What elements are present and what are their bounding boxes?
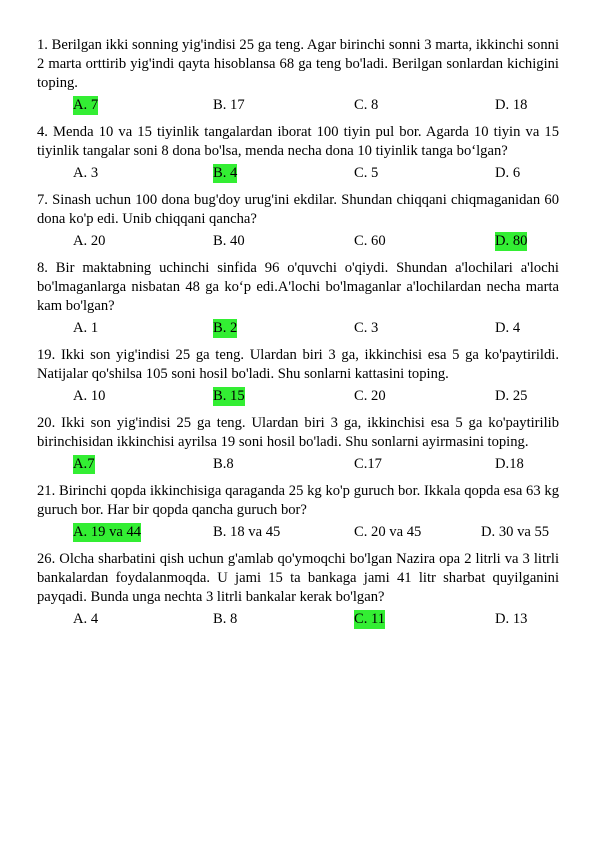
answer-options bbox=[37, 523, 559, 542]
question-text: 26. Olcha sharbatini qish uchun g'amlab qo'ymoqchi bo'lgan Nazira opa 2 litrli va 3 litrli bankalardan foydalanmoqda. U jami 15 ta bankaga jami 41 litr sharbat quyilganini payqadi. Bunda unga nechta 3 litrli bankalar kerak bo'lgan? bbox=[37, 551, 559, 605]
answer-options bbox=[37, 455, 559, 474]
option-d: D. 4 bbox=[495, 320, 521, 336]
question-19 bbox=[37, 346, 559, 406]
option-d: D.18 bbox=[495, 456, 524, 472]
question-text: 8. Bir maktabning uchinchi sinfida 96 o'quvchi o'qiydi. Shundan a'lochilari a'lochi bo'lmaganlarga nisbatan 48 ga ko‘p edi.A'lochi bo'lmaganlar a'lochilardan necha marta kam bo'lgan? bbox=[37, 260, 559, 314]
question-8 bbox=[37, 259, 559, 338]
answer-options bbox=[37, 96, 559, 115]
answer-options bbox=[37, 232, 559, 251]
option-b-correct: B. 4 bbox=[213, 165, 238, 181]
option-a-correct: A.7 bbox=[73, 456, 95, 472]
option-c: C. 3 bbox=[354, 320, 379, 336]
option-b: B. 18 va 45 bbox=[213, 524, 281, 540]
question-text: 7. Sinash uchun 100 dona bug'doy urug'ini ekdilar. Shundan chiqqani chiqmaganidan 60 dona ko'p edi. Unib chiqqani qancha? bbox=[37, 192, 559, 227]
question-text: 20. Ikki son yig'indisi 25 ga teng. Ulardan biri 3 ga, ikkinchisi esa 5 ga ko'paytirilib birinchisidan ikkinchisi ayrilsa 19 soni hosil bo'ladi. Shu sonlarni ayirmasini toping. bbox=[37, 415, 559, 450]
question-21 bbox=[37, 482, 559, 542]
option-b: B. 40 bbox=[213, 233, 245, 249]
answer-options bbox=[37, 319, 559, 338]
option-d: D. 18 bbox=[495, 97, 528, 113]
question-text: 1. Berilgan ikki sonning yig'indisi 25 ga teng. Agar birinchi sonni 3 marta, ikkinchi sonni 2 marta orttirib yig'indi qayta hisoblansa 68 ga teng bo'ladi. Berilgan sonlardan kichigini toping. bbox=[37, 37, 559, 91]
option-d: D. 6 bbox=[495, 165, 521, 181]
option-d: D. 25 bbox=[495, 388, 528, 404]
option-b: B. 17 bbox=[213, 97, 245, 113]
option-b-correct: B. 15 bbox=[213, 388, 245, 404]
question-26 bbox=[37, 550, 559, 629]
question-text: 19. Ikki son yig'indisi 25 ga teng. Ulardan biri 3 ga, ikkinchisi esa 5 ga ko'paytirildi. Natijalar qo'shilsa 105 soni hosil bo'ladi. Shu sonlarni kattasini toping. bbox=[37, 347, 559, 382]
option-a: A. 10 bbox=[73, 388, 106, 404]
option-a: A. 4 bbox=[73, 611, 99, 627]
option-c: C. 20 bbox=[354, 388, 386, 404]
option-d: D. 30 va 55 bbox=[481, 524, 550, 540]
option-a-correct: A. 19 va 44 bbox=[73, 524, 142, 540]
option-b-correct: B. 2 bbox=[213, 320, 238, 336]
option-d: D. 13 bbox=[495, 611, 528, 627]
answer-options bbox=[37, 610, 559, 629]
question-7 bbox=[37, 191, 559, 251]
option-c: C.17 bbox=[354, 456, 382, 472]
question-1 bbox=[37, 36, 559, 115]
question-4 bbox=[37, 123, 559, 183]
question-20 bbox=[37, 414, 559, 474]
question-text: 4. Menda 10 va 15 tiyinlik tangalardan iborat 100 tiyin pul bor. Agarda 10 tiyin va 15 tiyinlik tangalar soni 8 dona bo'lsa, menda necha dona 10 tiyinlik tanga bo‘lgan? bbox=[37, 124, 559, 159]
option-b: B. 8 bbox=[213, 611, 238, 627]
option-c: C. 20 va 45 bbox=[354, 524, 422, 540]
option-a-correct: A. 7 bbox=[73, 97, 99, 113]
option-c: C. 5 bbox=[354, 165, 379, 181]
option-b: B.8 bbox=[213, 456, 234, 472]
option-c: C. 60 bbox=[354, 233, 386, 249]
option-c: C. 8 bbox=[354, 97, 379, 113]
option-a: A. 3 bbox=[73, 165, 99, 181]
answer-options bbox=[37, 164, 559, 183]
option-a: A. 1 bbox=[73, 320, 99, 336]
option-d-correct: D. 80 bbox=[495, 233, 528, 249]
answer-options bbox=[37, 387, 559, 406]
option-c-correct: C. 11 bbox=[354, 611, 386, 627]
option-a: A. 20 bbox=[73, 233, 106, 249]
question-text: 21. Birinchi qopda ikkinchisiga qaraganda 25 kg ko'p guruch bor. Ikkala qopda esa 63 kg guruch bor. Har bir qopda qancha guruch bor? bbox=[37, 483, 559, 518]
